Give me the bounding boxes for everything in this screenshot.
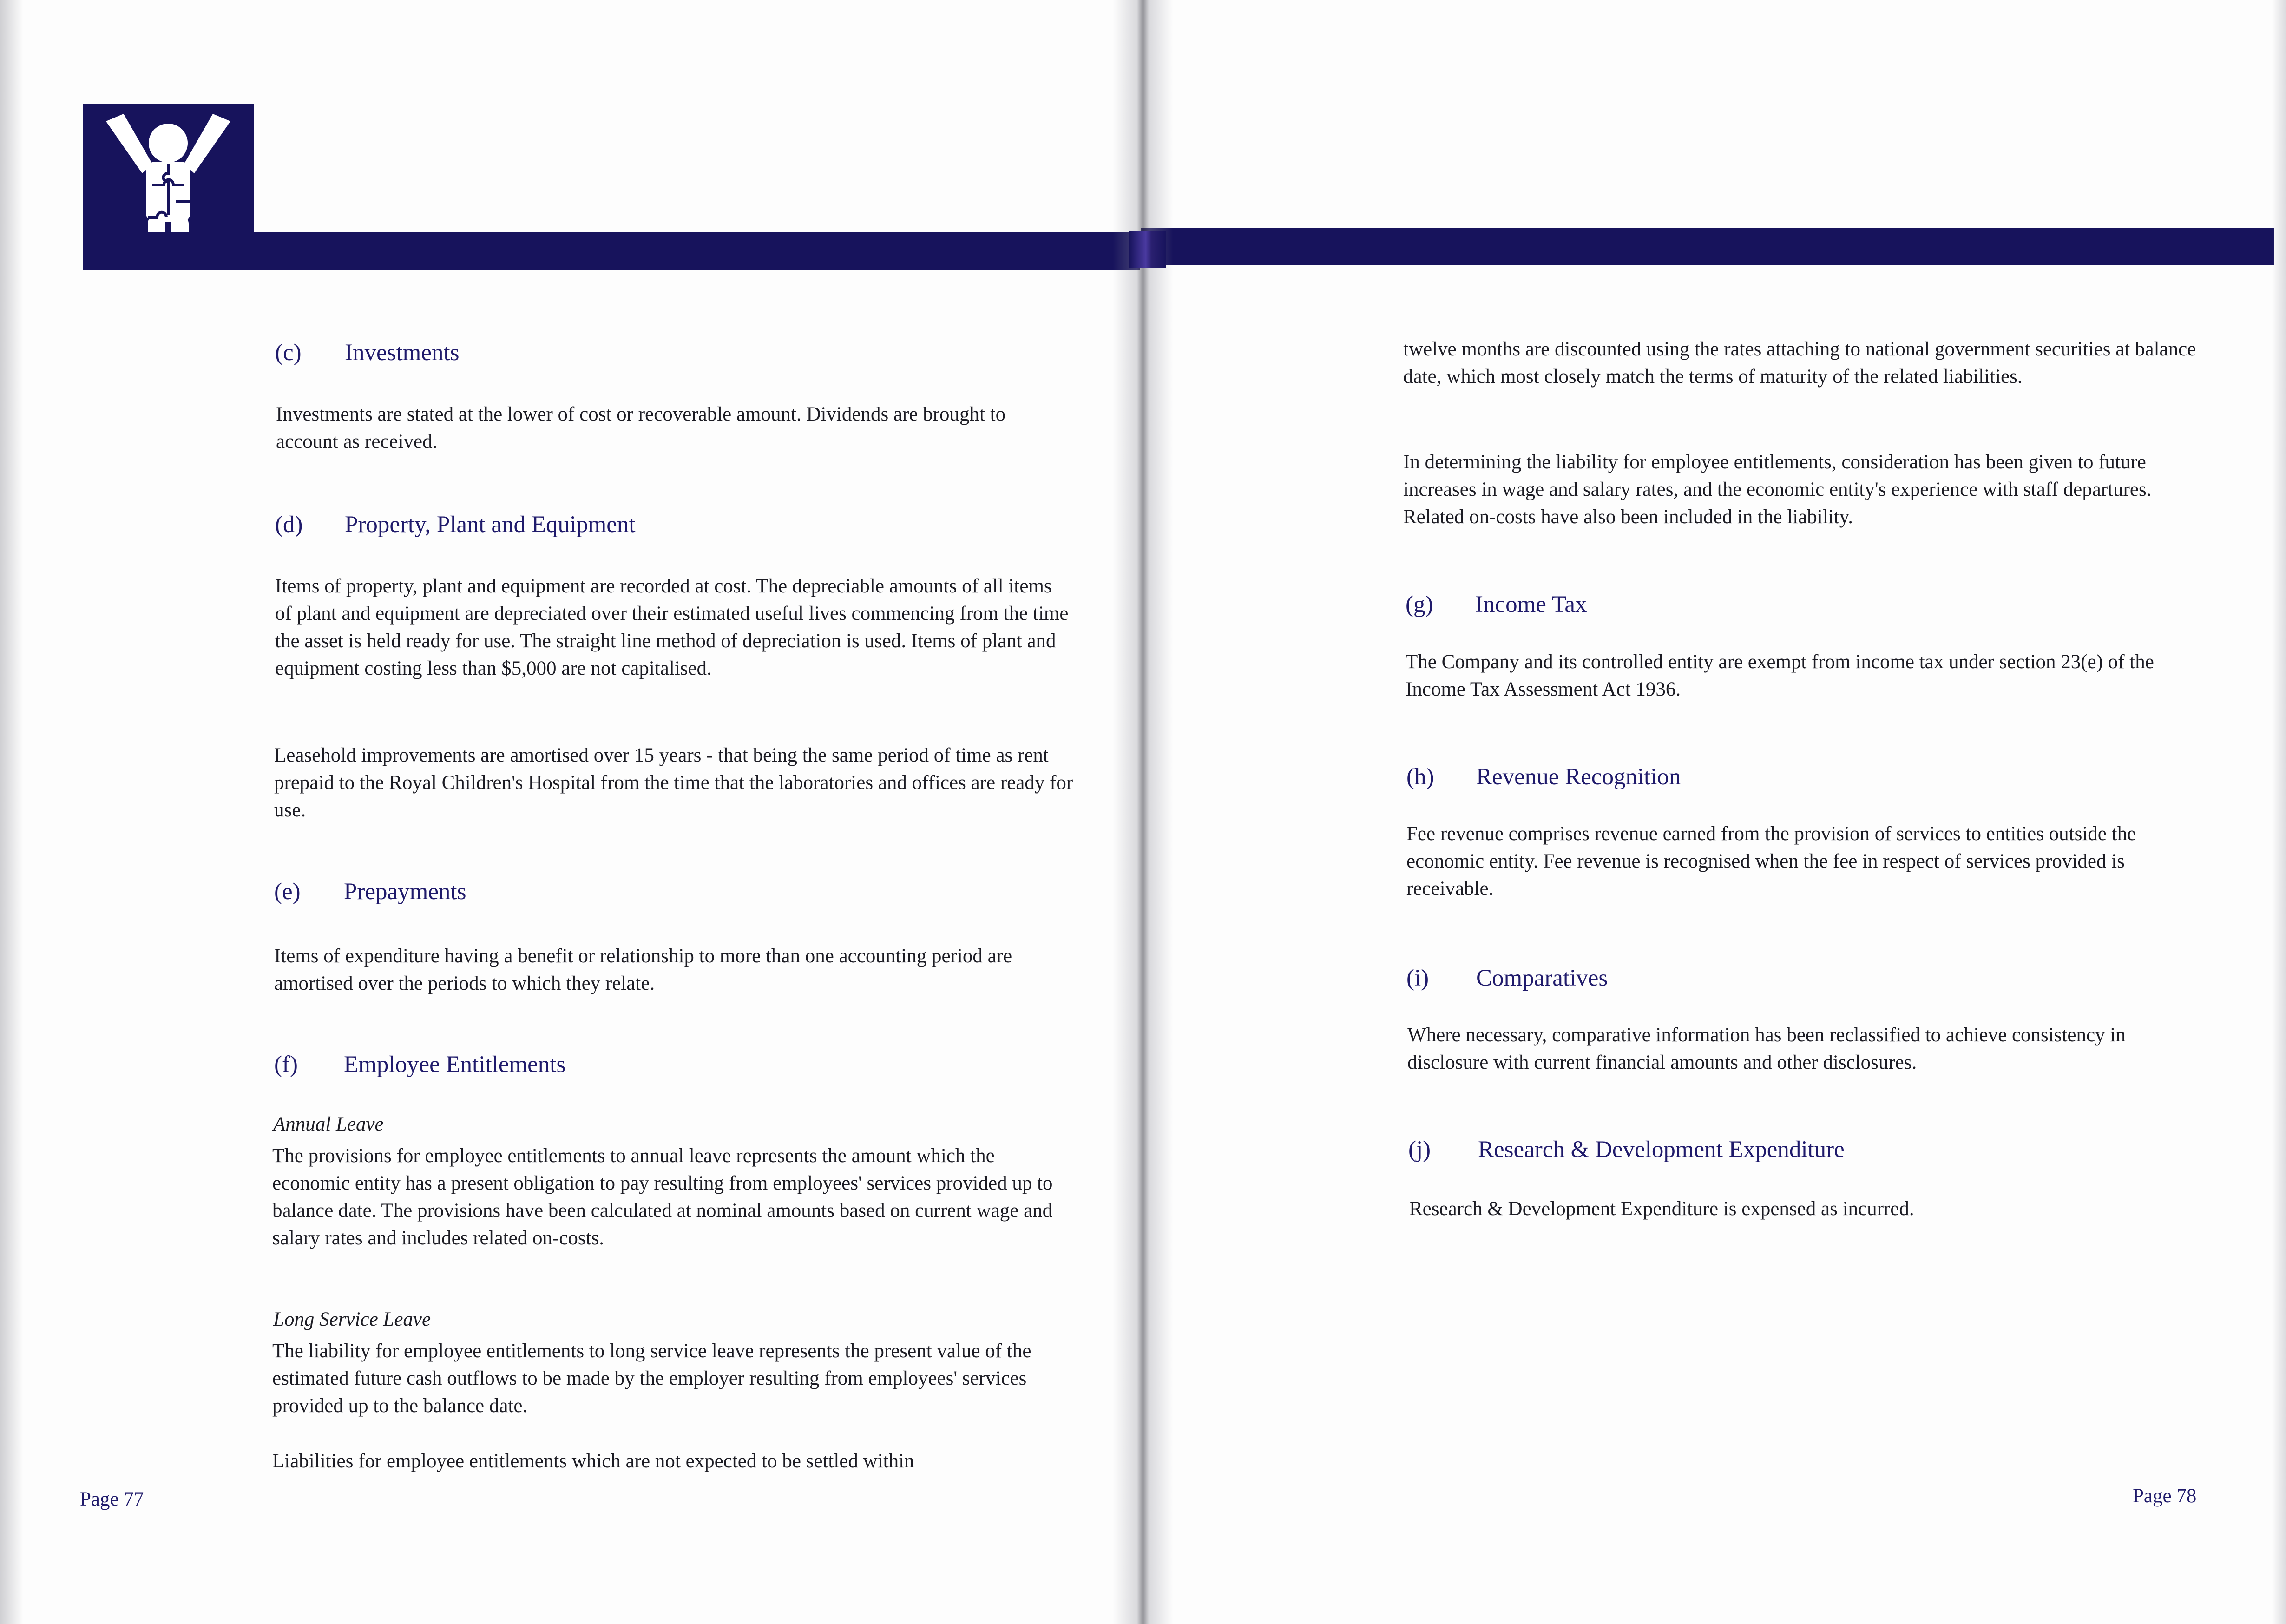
- section-title: Comparatives: [1476, 965, 1608, 991]
- section-letter: (c): [275, 340, 302, 366]
- section-title: Income Tax: [1475, 592, 1587, 618]
- paragraph: Items of expenditure having a benefit or relationship to more than one accounting period are amortised over the periods to which they relate.: [274, 945, 1012, 994]
- section-heading-research-development: [1408, 1136, 1845, 1163]
- section-letter: (d): [275, 512, 303, 538]
- section-heading-comparatives: [1406, 965, 1608, 992]
- section-title: Investments: [345, 340, 460, 366]
- section-letter: (i): [1406, 965, 1429, 991]
- paragraph: Research & Development Expenditure is expensed as incurred.: [1409, 1198, 1914, 1220]
- section-letter: (e): [274, 879, 301, 905]
- paragraph: Leasehold improvements are amortised over 15 years - that being the same period of time as rent prepaid to the Royal Children's Hospital from the time that the laboratories and offices are ready for use.: [274, 744, 1073, 821]
- section-letter: (f): [274, 1052, 298, 1078]
- paragraph: Liabilities for employee entitlements which are not expected to be settled within: [272, 1450, 914, 1472]
- section-title: Property, Plant and Equipment: [345, 512, 636, 538]
- page-number-left: Page 77: [80, 1488, 144, 1510]
- paragraph: In determining the liability for employee entitlements, consideration has been given to future increases in wage and salary rates, and the economic entity's experience with staff departures. Related on-costs have also been included in the liability.: [1403, 451, 2152, 528]
- section-letter: (g): [1406, 592, 1433, 618]
- page-edge-shadow: [2272, 0, 2286, 1624]
- paragraph: The provisions for employee entitlements to annual leave represents the amount which the economic entity has a present obligation to pay resulting from employees' services provided up to balance date. The provisions have been calculated at nominal amounts based on current wage and salary rates and includes related on-costs.: [272, 1145, 1053, 1249]
- section-heading-income-tax: [1406, 591, 1587, 618]
- paragraph: Where necessary, comparative information has been reclassified to achieve consistency in disclosure with current financial amounts and other disclosures.: [1407, 1024, 2126, 1073]
- section-heading-investments: [275, 339, 459, 366]
- section-letter: (j): [1408, 1137, 1431, 1163]
- section-title: Revenue Recognition: [1476, 764, 1681, 790]
- section-heading-property-plant-equipment: [275, 511, 636, 538]
- section-letter: (h): [1406, 764, 1434, 790]
- section-title: Employee Entitlements: [344, 1052, 566, 1078]
- paragraph: The liability for employee entitlements to long service leave represents the present value of the estimated future cash outflows to be made by the employer resulting from employees' services provided up to the balance date.: [272, 1340, 1031, 1417]
- header-band: [1141, 228, 2274, 265]
- paragraph: The Company and its controlled entity are exempt from income tax under section 23(e) of the Income Tax Assessment Act 1936.: [1406, 651, 2154, 700]
- header-band: [83, 232, 1140, 270]
- paragraph: Items of property, plant and equipment are recorded at cost. The depreciable amounts of all items of plant and equipment are depreciated over their estimated useful lives commencing from the time the asset is held ready for use. The straight line method of depreciation is used. Items of plant and equipment costing less than $5,000 are not capitalised.: [275, 575, 1069, 679]
- section-title: Prepayments: [344, 879, 466, 905]
- subheading-long-service-leave: Long Service Leave: [273, 1308, 431, 1330]
- page-number-right: Page 78: [2133, 1485, 2197, 1507]
- section-heading-employee-entitlements: [274, 1051, 565, 1078]
- header-band-gutter: [1129, 231, 1166, 268]
- right-page: [1141, 0, 2286, 1624]
- section-title: Research & Development Expenditure: [1478, 1137, 1845, 1163]
- paragraph: Fee revenue comprises revenue earned from the provision of services to entities outside the economic entity. Fee revenue is recognised when the fee in respect of services provided is receivable.: [1406, 823, 2136, 900]
- page-edge-shadow: [0, 0, 23, 1624]
- subheading-annual-leave: Annual Leave: [273, 1113, 384, 1135]
- paragraph: twelve months are discounted using the rates attaching to national government securities at balance date, which most closely match the terms of maturity of the related liabilities.: [1403, 338, 2196, 388]
- section-heading-revenue-recognition: [1406, 763, 1681, 790]
- left-page: [0, 0, 1141, 1624]
- paragraph: Investments are stated at the lower of cost or recoverable amount. Dividends are brought to account as received.: [276, 403, 1006, 453]
- section-heading-prepayments: [274, 878, 466, 905]
